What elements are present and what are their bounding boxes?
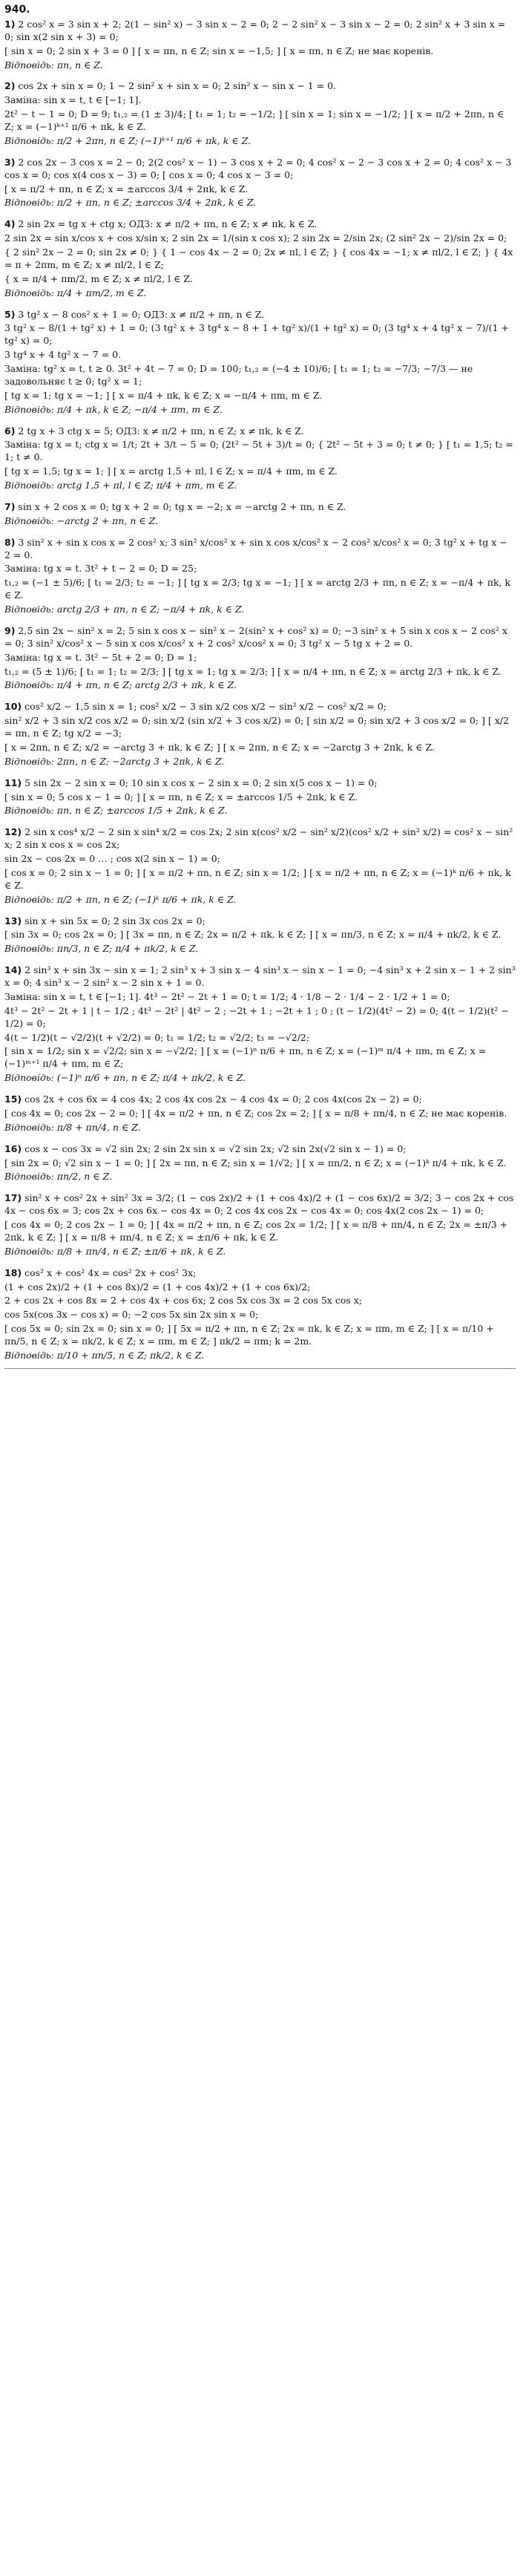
task-block [4, 777, 516, 818]
solution-line [4, 218, 516, 231]
solution-line [4, 19, 516, 44]
solution-text: Заміна: tg x = t. 3t² + t − 2 = 0; D = 25; [4, 563, 197, 575]
solution-text: Заміна: sin x = t, t ∈ [−1; 1]. 4t³ − 2t² − 2t + 1 = 0; t = 1/2; 4 · 1/8 − 2 · 1/4 − 2 · 1/2 + 1 = 0; [4, 990, 450, 1002]
solution-text: [ cos 4x = 0; cos 2x − 2 = 0; ] [ 4x = π/2 + πn, n ∈ Z; cos 2x = 2; ] [ x = π/8 + πn/4, n ∈ Z; не має коренів. [4, 1107, 507, 1119]
solution-text: { x = π/4 + πm/2, m ∈ Z; x ≠ πl/2, l ∈ Z. [4, 272, 193, 284]
task-number: 15) [4, 1094, 22, 1105]
task-number: 1) [4, 18, 16, 30]
solution-line [4, 232, 516, 245]
task-block [4, 1192, 516, 1258]
solution-line [4, 964, 516, 990]
solution-text: [ sin x = 0; 2 sin x + 3 = 0 ] [ x = πn, n ∈ Z; sin x = −1,5; ] [ x = πn, n ∈ Z; не має коренів. [4, 45, 434, 56]
answer-line: Відповідь: 2πn, n ∈ Z; −2arctg 3 + 2πk, k ∈ Z. [4, 755, 225, 767]
task-number: 16) [4, 1142, 22, 1154]
task-block [4, 80, 516, 147]
solution-line [4, 791, 516, 804]
solution-line [4, 349, 516, 362]
solution-text: 2 sin 2x = tg x + ctg x; ОДЗ: x ≠ π/2 + πn, n ∈ Z; x ≠ πk, k ∈ Z. [18, 218, 318, 230]
solution-line [4, 1192, 516, 1217]
answer-line: Відповідь: πn/2, n ∈ Z. [4, 1171, 112, 1183]
task-number: 4) [4, 218, 16, 230]
solution-line [4, 1005, 516, 1030]
solution-text: 2 cos² x = 3 sin x + 2; 2(1 − sin² x) − 3 sin x − 2 = 0; 2 − 2 sin² x − 3 sin x − 2 = 0; 2 sin² x + 3 sin x = 0; sin x(2 sin x + 3) = 0; [4, 18, 506, 42]
solution-line [4, 652, 516, 664]
solution-line [4, 465, 516, 478]
solution-text: 4t³ − 2t² − 2t + 1 | t − 1/2 ; 4t³ − 2t² | 4t² − 2 ; −2t + 1 ; −2t + 1 ; 0 ; (t − 1/2)(4t² − 2) = 0; 4(t − 1/2)(t² − 1/2) = 0; [4, 1004, 509, 1029]
solution-text: t₁,₂ = (−1 ± 5)/6; [ t₁ = 2/3; t₂ = −1; ] [ tg x = 2/3; tg x = −1; ] [ x = arctg 2/3 + πn, n ∈ Z; x = −π/4 + πk, k ∈ Z. [4, 577, 511, 601]
answer-line: Відповідь: arctg 1,5 + πl, l ∈ Z; π/4 + πm, m ∈ Z. [4, 480, 237, 491]
solution-text: [ x = π/2 + πn, n ∈ Z; x = ±arccos 3/4 + 2πk, k ∈ Z. [4, 183, 249, 194]
solution-text: 3 tg² x − 8/(1 + tg² x) + 1 = 0; (3 tg² x + 3 tg⁴ x − 8 + 1 + tg² x)/(1 + tg² x) = 0; (3 tg⁴ x + 4 tg² x − 7)/(1 + tg² x) = 0; [4, 322, 510, 347]
task-list [4, 19, 516, 1362]
solution-line [4, 1094, 516, 1106]
answer-line: Відповідь: −arctg 2 + πn, n ∈ Z. [4, 514, 159, 526]
solution-line [4, 322, 516, 347]
solution-line [4, 991, 516, 1004]
solution-text: Заміна: sin x = t, t ∈ [−1; 1]. [4, 94, 142, 106]
solution-line [4, 1045, 516, 1070]
solution-line [4, 1157, 516, 1170]
solution-line [4, 625, 516, 650]
answer-line: Відповідь: π/2 + πn, n ∈ Z; ±arccos 3/4 + 2πk, k ∈ Z. [4, 197, 257, 209]
solution-line [4, 577, 516, 602]
task-number: 13) [4, 915, 22, 926]
task-block [4, 701, 516, 768]
task-block [4, 826, 516, 906]
task-block [4, 1267, 516, 1362]
task-number: 2) [4, 80, 16, 92]
solution-line [4, 425, 516, 438]
solution-text: 2t² − t − 1 = 0; D = 9; t₁,₂ = (1 ± 3)/4; [ t₁ = 1; t₂ = −1/2; ] [ sin x = 1; sin x = −1/2; ] [ x = π/2 + 2πn, n ∈ Z; x = (−1)ᵏ⁺¹ π/6 + πk, k ∈ Z. [4, 108, 504, 133]
solution-text: t₁,₂ = (5 ± 1)/6; [ t₁ = 1; t₂ = 2/3; ] [ tg x = 1; tg x = 2/3; ] [ x = π/4 + πn, n ∈ Z; x = arctg 2/3 + πk, k ∈ Z. [4, 665, 501, 677]
solution-text: cos x − cos 3x = √2 sin 2x; 2 sin 2x sin x = √2 sin 2x; √2 sin 2x(√2 sin x − 1) = 0; [24, 1142, 407, 1154]
solution-line [4, 826, 516, 851]
solution-text: Заміна: tg x = t. 3t² − 5t + 2 = 0; D = 1; [4, 651, 197, 663]
task-number: 3) [4, 156, 16, 168]
task-number: 9) [4, 624, 16, 636]
solution-text: (1 + cos 2x)/2 + (1 + cos 8x)/2 = (1 + cos 4x)/2 + (1 + cos 6x)/2; [4, 1281, 311, 1292]
solution-line [4, 867, 516, 892]
solution-line [4, 309, 516, 321]
answer-line: Відповідь: πn, n ∈ Z. [4, 59, 103, 71]
task-number: 14) [4, 964, 22, 976]
solution-line [4, 1281, 516, 1294]
solution-text: [ sin 2x = 0; √2 sin x − 1 = 0; ] [ 2x = πn, n ∈ Z; sin x = 1/√2; ] [ x = πn/2, n ∈ Z; x = (−1)ᵏ π/4 + πk, k ∈ Z. [4, 1157, 507, 1168]
solution-text: [ cos x = 0; 2 sin x − 1 = 0; ] [ x = π/2 + πn, n ∈ Z; sin x = 1/2; ] [ x = π/2 + πn, n ∈ Z; x = (−1)ᵏ π/6 + πk, k ∈ Z. [4, 866, 511, 891]
solution-text: sin² x/2 + 3 sin x/2 cos x/2 = 0; sin x/2 (sin x/2 + 3 cos x/2) = 0; [ sin x/2 = 0; sin x/2 + 3 cos x/2 = 0; ] [ x/2 = πn, n ∈ Z; tg x/2 = −3; [4, 715, 510, 739]
answer-line: Відповідь: π/8 + πn/4, n ∈ Z. [4, 1121, 141, 1133]
task-number: 6) [4, 425, 16, 437]
solution-text: [ sin 3x = 0; cos 2x = 0; ] [ 3x = πn, n ∈ Z; 2x = π/2 + πk, k ∈ Z; ] [ x = πn/3, n ∈ Z; x = π/4 + πk/2, k ∈ Z. [4, 929, 501, 941]
answer-line: Відповідь: π/4 + πn, n ∈ Z; arctg 2/3 + πk, k ∈ Z. [4, 679, 237, 691]
solution-line [4, 94, 516, 107]
solution-line [4, 1323, 516, 1348]
solution-line [4, 183, 516, 196]
answer-line: Відповідь: π/4 + πm/2, m ∈ Z. [4, 287, 147, 298]
task-block [4, 915, 516, 956]
solution-text: 2 sin³ x + sin 3x − sin x = 1; 2 sin³ x + 3 sin x − 4 sin³ x − sin x − 1 = 0; −4 sin³ x + 2 sin x − 1 + 2 sin³ x = 0; 4 sin³ x − 2 sin² x − 2 sin x + 1 = 0. [4, 964, 516, 989]
answer-line: Відповідь: π/8 + πn/4, n ∈ Z; ±π/6 + πk, k ∈ Z. [4, 1245, 226, 1257]
solution-line [4, 1219, 516, 1244]
solution-text: { 2 sin² 2x − 2 = 0; sin 2x ≠ 0; } { 1 − cos 4x − 2 = 0; 2x ≠ πl, l ∈ Z; } { cos 4x = −1; x ≠ πl/2, l ∈ Z; } { 4x = π + 2πm, m ∈ Z; x ≠ πl/2, l ∈ Z; [4, 246, 513, 270]
task-block [4, 19, 516, 72]
solution-text: Заміна: tg² x = t, t ≥ 0. 3t² + 4t − 7 = 0; D = 100; t₁,₂ = (−4 ± 10)/6; [ t₁ = 1; t₂ = −7/3; −7/3 — не задовольняє t ≥ 0; tg² x = 1; [4, 363, 473, 387]
solution-line [4, 390, 516, 402]
solution-line [4, 1309, 516, 1321]
solution-text: cos 2x + sin x = 0; 1 − 2 sin² x + sin x = 0; 2 sin² x − sin x − 1 = 0. [18, 80, 337, 92]
solution-line [4, 439, 516, 464]
solution-text: 2 cos 2x − 3 cos x = 2 − 0; 2(2 cos² x − 1) − 3 cos x + 2 = 0; 4 cos² x − 2 − 3 cos x + 2 = 0; 4 cos² x − 3 cos x = 0; cos x(4 cos x − 3) = 0; [ cos x = 0; 4 cos x − 3 = 0; [4, 156, 512, 180]
task-block [4, 964, 516, 1085]
solution-text: 2 sin 2x = sin x/cos x + cos x/sin x; 2 sin 2x = 1/(sin x cos x); 2 sin 2x = 2/sin 2x; (2 sin² 2x − 2)/sin 2x = 0; [4, 232, 507, 244]
solution-text: cos 5x(cos 3x − cos x) = 0; −2 cos 5x sin 2x sin x = 0; [4, 1309, 259, 1321]
solution-text: [ tg x = 1,5; tg x = 1; ] [ x = arctg 1,5 + πl, l ∈ Z; x = π/4 + πm, m ∈ Z. [4, 465, 338, 477]
task-number: 5) [4, 308, 16, 320]
solution-text: cos² x + cos² 4x = cos² 2x + cos² 3x; [24, 1266, 197, 1278]
solution-line [4, 1032, 516, 1045]
solution-text: 2 sin x cos⁴ x/2 − 2 sin x sin⁴ x/2 = cos 2x; 2 sin x(cos² x/2 − sin² x/2)(cos² x/2 + sin² x/2) = cos² x − sin² x; 2 sin x cos x = cos 2x; [4, 826, 513, 851]
solution-text: 3 tg² x − 8 cos² x + 1 = 0; ОДЗ: x ≠ π/2 + πn, n ∈ Z. [18, 308, 265, 320]
task-number: 11) [4, 777, 22, 788]
solution-line [4, 1143, 516, 1156]
task-block [4, 501, 516, 528]
solution-text: 5 sin 2x − 2 sin x = 0; 10 sin x cos x − 2 sin x = 0; 2 sin x(5 cos x − 1) = 0; [24, 777, 378, 788]
solution-text: sin² x + cos² 2x + sin² 3x = 3/2; (1 − cos 2x)/2 + (1 + cos 4x)/2 + (1 − cos 6x)/2 = 3/2; 3 − cos 2x + cos 4x − cos 6x = 3; cos 2x + cos 6x − cos 4x = 0; 2 cos 4x cos 2x − cos 4x = 0; cos 4x(2 cos 2x − 1) = 0; [4, 1192, 514, 1217]
task-number: 12) [4, 826, 22, 838]
solution-text: [ sin x = 0; 5 cos x − 1 = 0; ] [ x = πn, n ∈ Z; x = ±arccos 1/5 + 2πk, k ∈ Z. [4, 791, 358, 802]
answer-line: Відповідь: π/4 + πk, k ∈ Z; −π/4 + πm, m ∈ Z. [4, 403, 223, 415]
solution-text: [ cos 4x = 0; 2 cos 2x − 1 = 0; ] [ 4x = π/2 + πn, n ∈ Z; cos 2x = 1/2; ] [ x = π/8 + πn/4, n ∈ Z; 2x = ±π/3 + 2πk, k ∈ Z; ] [ x = π/8 + πn/4, n ∈ Z; x = ±π/6 + πk, k ∈ Z. [4, 1219, 508, 1243]
solution-line [4, 742, 516, 754]
solution-text: [ x = 2πn, n ∈ Z; x/2 = −arctg 3 + πk, k ∈ Z; ] [ x = 2πn, n ∈ Z; x = −2arctg 3 + 2πk, k ∈ Z. [4, 741, 435, 753]
solution-line [4, 715, 516, 740]
solution-text: Заміна: tg x = t; ctg x = 1/t; 2t + 3/t − 5 = 0; (2t² − 5t + 3)/t = 0; { 2t² − 5t + 3 = 0; t ≠ 0; } [ t₁ = 1,5; t₂ = 1; t ≠ 0. [4, 439, 513, 463]
solution-text: 3 sin² x + sin x cos x = 2 cos² x; 3 sin² x/cos² x + sin x cos x/cos² x − 2 cos² x/cos² x = 0; 3 tg² x + tg x − 2 = 0. [4, 536, 507, 560]
solution-line [4, 853, 516, 866]
task-block [4, 537, 516, 616]
solution-text: [ tg x = 1; tg x = −1; ] [ x = π/4 + πk, k ∈ Z; x = −π/4 + πm, m ∈ Z. [4, 389, 323, 401]
solution-line [4, 929, 516, 941]
solution-line [4, 246, 516, 272]
solution-text: cos² x/2 − 1,5 sin x = 1; cos² x/2 − 3 sin x/2 cos x/2 − sin² x/2 − cos² x/2 = 0; [24, 701, 387, 713]
solution-line [4, 273, 516, 286]
answer-line: Відповідь: π/2 + 2πn, n ∈ Z; (−1)ᵏ⁺¹ π/6 + πk, k ∈ Z. [4, 134, 251, 146]
solution-text: 3 tg⁴ x + 4 tg² x − 7 = 0. [4, 349, 122, 361]
solution-text: 4(t − 1/2)(t − √2/2)(t + √2/2) = 0; t₁ = 1/2; t₂ = √2/2; t₃ = −√2/2; [4, 1031, 310, 1043]
solution-line [4, 777, 516, 790]
answer-line: Відповідь: πn/3, n ∈ Z; π/4 + πk/2, k ∈ Z. [4, 943, 199, 955]
solution-line [4, 915, 516, 928]
solution-line [4, 701, 516, 713]
answer-line: Відповідь: π/10 + πn/5, n ∈ Z; πk/2, k ∈ Z. [4, 1349, 205, 1361]
solution-text: [ sin x = 1/2; sin x = √2/2; sin x = −√2/2; ] [ x = (−1)ⁿ π/6 + πn, n ∈ Z; x = (−1)ᵐ π/4 + πm, m ∈ Z; x = (−1)ᵐ⁺¹ π/4 + πm, m ∈ Z; [4, 1045, 487, 1070]
answer-line: Відповідь: πn, n ∈ Z; ±arccos 1/5 + 2πk, k ∈ Z. [4, 805, 228, 817]
solution-line [4, 563, 516, 575]
problem-header [4, 3, 516, 17]
solution-line [4, 1295, 516, 1307]
problem-number: 940. [4, 4, 30, 16]
solution-text: [ cos 5x = 0; sin 2x = 0; sin x = 0; ] [ 5x = π/2 + πn, n ∈ Z; 2x = πk, k ∈ Z; x = πm, m ∈ Z; ] [ x = π/10 + πn/5, n ∈ Z; x = πk/2, k ∈ Z; x = πm, m ∈ Z; ] πk/2 = πm; k = 2m. [4, 1323, 494, 1347]
solution-line [4, 108, 516, 134]
answer-line: Відповідь: arctg 2/3 + πn, n ∈ Z; −π/4 + πk, k ∈ Z. [4, 604, 245, 615]
answer-line: Відповідь: π/2 + πn, n ∈ Z; (−1)ᵏ π/6 + πk, k ∈ Z. [4, 893, 237, 905]
solution-text: sin 2x − cos 2x = 0 … ; cos x(2 sin x − 1) = 0; [4, 853, 220, 865]
solution-line [4, 80, 516, 93]
task-block [4, 1094, 516, 1134]
solution-line [4, 45, 516, 58]
solution-text: sin x + 2 cos x = 0; tg x + 2 = 0; tg x = −2; x = −arctg 2 + πn, n ∈ Z. [18, 500, 346, 512]
solution-line [4, 157, 516, 182]
solution-text: 2 + cos 2x + cos 8x = 2 + cos 4x + cos 6x; 2 cos 5x cos 3x = 2 cos 5x cos x; [4, 1295, 363, 1307]
task-number: 8) [4, 536, 16, 548]
bottom-divider [4, 1368, 516, 1369]
solution-text: sin x + sin 5x = 0; 2 sin 3x cos 2x = 0; [24, 915, 205, 926]
solution-text: 2,5 sin 2x − sin² x = 2; 5 sin x cos x − sin² x − 2(sin² x + cos² x) = 0; −3 sin² x + 5 sin x cos x − 2 cos² x = 0; 3 sin² x/cos² x − 5 sin x cos x/cos² x + 2 cos² x/cos² x = 0; 3 tg² x − 5 tg x + 2 = 0. [4, 624, 508, 649]
task-block [4, 425, 516, 492]
solution-line [4, 537, 516, 562]
task-block [4, 1143, 516, 1184]
solution-text: 2 tg x + 3 ctg x = 5; ОДЗ: x ≠ π/2 + πn, n ∈ Z; x ≠ πk, k ∈ Z. [18, 425, 304, 437]
answer-line: Відповідь: (−1)ⁿ π/6 + πn, n ∈ Z; π/4 + πk/2, k ∈ Z. [4, 1072, 246, 1084]
task-block [4, 625, 516, 692]
task-number: 7) [4, 500, 16, 512]
task-block [4, 218, 516, 299]
solution-line [4, 363, 516, 388]
solution-line [4, 1108, 516, 1120]
task-number: 17) [4, 1192, 22, 1204]
solution-line [4, 1267, 516, 1280]
task-number: 18) [4, 1266, 22, 1278]
task-number: 10) [4, 701, 22, 713]
task-block [4, 157, 516, 210]
task-block [4, 309, 516, 416]
solution-line [4, 501, 516, 514]
solution-line [4, 666, 516, 679]
solution-text: cos 2x + cos 6x = 4 cos 4x; 2 cos 4x cos 2x − 4 cos 4x = 0; 2 cos 4x(cos 2x − 2) = 0; [24, 1094, 422, 1105]
